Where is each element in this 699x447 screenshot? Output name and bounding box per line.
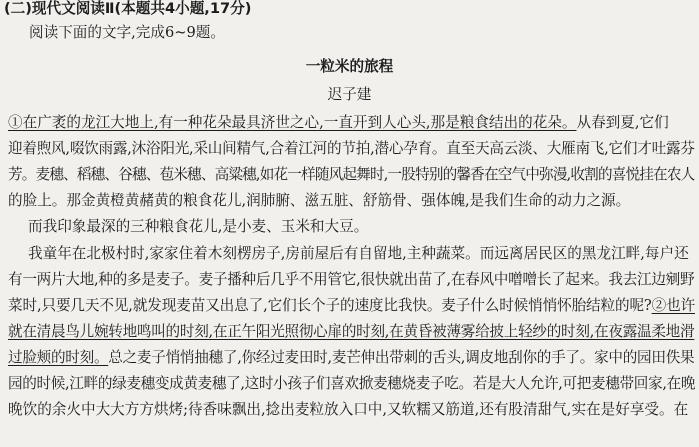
- reading-instruction: 阅读下面的文字,完成6~9题。: [29, 24, 225, 41]
- line-text: 芳。麦穗、稻穗、谷穗、苞米穗、高粱穗,如花一样随风起舞时,一股特别的馨香在空气中弥漫,收割的喜悦挂在农人: [8, 166, 695, 183]
- underlined-text: 过脸颊的时刻。: [8, 349, 109, 366]
- underlined-text: ②也许: [651, 297, 695, 314]
- line-text: 菜时,只要几天不见,就发现麦苗又出息了,它们长个子的速度比我快。麦子什么时候悄悄怀胎结粒的呢?: [8, 297, 652, 314]
- section-heading: (二)现代文阅读Ⅱ(本题共4小题,17分): [4, 0, 252, 17]
- line-text: 有一两片大地,种的多是麦子。麦子播种后几乎不用管它,很快就出苗了,在春风中噌噌长了起来。我去江边剜野: [8, 271, 695, 288]
- line-text: 的脸上。那金黄橙黄赭黄的粮食花儿,润肺腑、滋五脏、舒筋骨、强体魄,是我们生命的动力之源。: [8, 192, 631, 209]
- line-text: 我童年在北极村时,家家住着木刻楞房子,房前屋后有自留地,主种蔬菜。而远离居民区的黑龙江畔,每户还: [28, 245, 689, 262]
- article-line: [8, 347, 695, 369]
- underlined-text: ①在广袤的龙江大地上,有一种花朵最具济世之心,一直开到人心头,那是粮食结出的花朵。: [8, 114, 577, 131]
- article-line: [8, 321, 695, 343]
- line-text: 而我印象最深的三种粮食花儿,是小麦、玉米和大豆。: [28, 218, 369, 235]
- article-line: [8, 164, 695, 186]
- line-text: 从春到夏,它们: [576, 114, 669, 131]
- article-line: [8, 399, 695, 421]
- article-line: [28, 243, 695, 265]
- article-author: 迟子建: [327, 86, 372, 103]
- article-title: 一粒米的旅程: [305, 58, 394, 75]
- article-line: [8, 138, 695, 160]
- article-line: [8, 295, 695, 317]
- underlined-text: 就在清晨鸟儿婉转地鸣叫的时刻,在正午阳光照彻心扉的时刻,在黄昏被薄雾给披上轻纱的时刻,在夜露温柔地滑: [8, 323, 695, 340]
- article-line: [8, 373, 695, 395]
- line-text: 迎着煦风,啜饮雨露,沐浴阳光,采山间精气,合着江河的节拍,潜心孕育。直至天高云淡、大雁南飞,它们才吐露芬: [8, 140, 695, 157]
- article-line: [8, 112, 695, 134]
- article-line: [28, 216, 695, 238]
- line-text: 总之麦子悄悄抽穗了,你经过麦田时,麦芒伸出带刺的舌头,调皮地刮你的手了。家中的园田佚果: [108, 349, 695, 366]
- line-text: 园的时候,江畔的绿麦穗变成黄麦穗了,这时小孩子们喜欢掀麦穗烧麦子吃。若是大人允许,可把麦穗带回家,在晚: [8, 375, 695, 392]
- article-line: [8, 190, 695, 212]
- line-text: 晚饮的余火中大大方方烘烤;待香味飘出,捻出麦粒放入口中,又软糯又筋道,还有股清甜气,实在是好享受。在: [8, 401, 689, 418]
- article-line: [8, 269, 695, 291]
